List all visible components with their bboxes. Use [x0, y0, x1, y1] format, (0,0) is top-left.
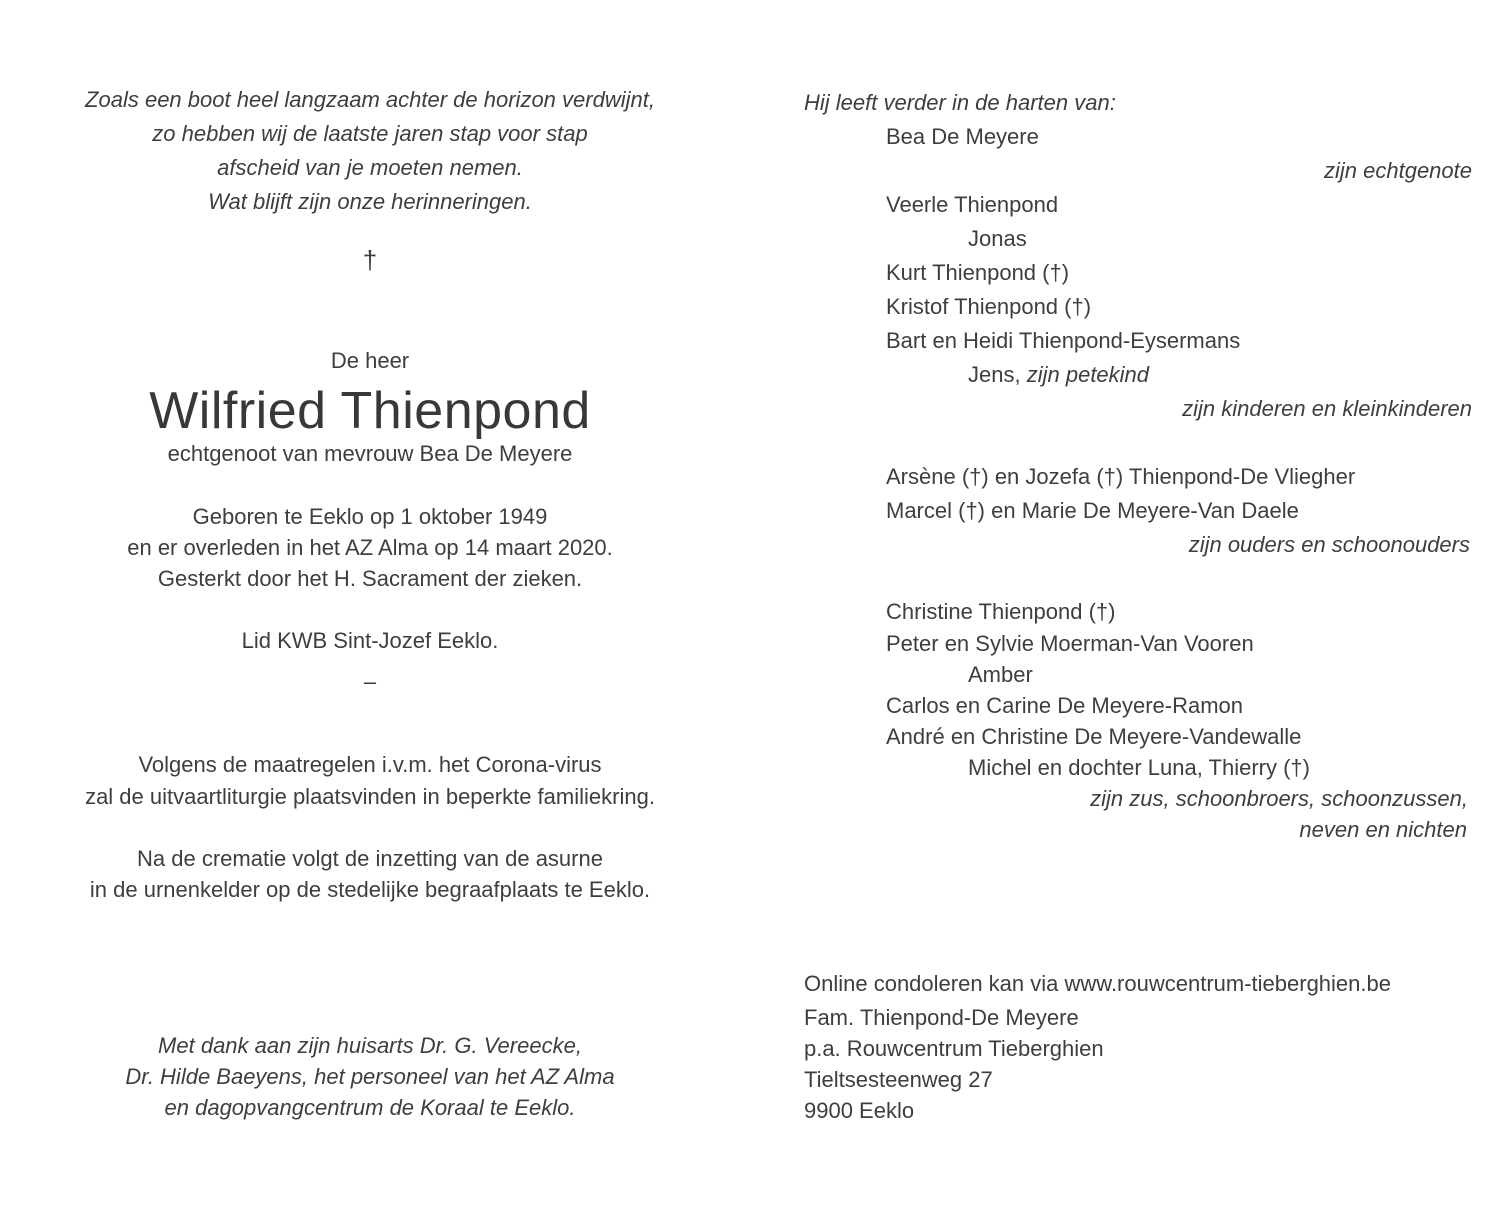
thanks-line-3: en dagopvangcentrum de Koraal te Eeklo. — [164, 1095, 576, 1120]
birth-line: Geboren te Eeklo op 1 oktober 1949 — [192, 504, 548, 529]
death-line: en er overleden in het AZ Alma op 14 maart 2020. — [127, 535, 613, 560]
poem-line-1: Zoals een boot heel langzaam achter de horizon verdwijnt, — [85, 87, 655, 112]
contact-city: 9900 Eeklo — [804, 1098, 915, 1123]
child-1: Veerle Thienpond — [886, 192, 1059, 217]
sacrament-line: Gesterkt door het H. Sacrament der zieken. — [157, 566, 583, 591]
nephew-2: Michel en dochter Luna, Thierry (†) — [968, 755, 1310, 780]
cross-icon: † — [362, 245, 378, 275]
title-prefix: De heer — [330, 348, 410, 373]
sibling-2: Peter en Sylvie Moerman-Van Vooren — [886, 631, 1254, 656]
poem-line-3: afscheid van je moeten nemen. — [217, 155, 523, 180]
corona-line-1: Volgens de maatregelen i.v.m. het Corona-virus — [138, 752, 602, 777]
corona-line-2: zal de uitvaartliturgie plaatsvinden in beperkte familiekring. — [85, 784, 655, 809]
family-name: Fam. Thienpond-De Meyere — [804, 1005, 1079, 1030]
cremation-line-1: Na de crematie volgt de inzetting van de asurne — [137, 846, 603, 871]
siblings-role-1: zijn zus, schoonbroers, schoonzussen, — [1090, 786, 1468, 811]
grandchild-1: Jonas — [968, 226, 1027, 251]
spouse-role: zijn echtgenote — [1324, 158, 1472, 183]
poem-line-4: Wat blijft zijn onze herinneringen. — [208, 189, 532, 214]
sibling-3: Carlos en Carine De Meyere-Ramon — [886, 693, 1244, 718]
condolence-line: Online condoleren kan via www.rouwcentrum-tieberghien.be — [804, 971, 1391, 996]
sibling-1: Christine Thienpond (†) — [886, 599, 1116, 624]
spouse-name: Bea De Meyere — [886, 124, 1039, 149]
thanks-line-1: Met dank aan zijn huisarts Dr. G. Vereecke, — [158, 1033, 582, 1058]
nephew-1: Amber — [968, 662, 1033, 687]
grandchild-2-name: Jens, — [968, 362, 1021, 387]
siblings-role-2: neven en nichten — [1299, 817, 1467, 842]
intro-line: Hij leeft verder in de harten van: — [804, 90, 1116, 115]
spouse-line: echtgenoot van mevrouw Bea De Meyere — [167, 441, 573, 466]
contact-street: Tieltsesteenweg 27 — [804, 1067, 993, 1092]
child-3: Kristof Thienpond (†) — [886, 294, 1092, 319]
parents-2: Marcel (†) en Marie De Meyere-Van Daele — [886, 498, 1299, 523]
parents-role: zijn ouders en schoonouders — [1188, 532, 1470, 557]
children-role: zijn kinderen en kleinkinderen — [1182, 396, 1472, 421]
poem-line-2: zo hebben wij de laatste jaren stap voor stap — [152, 121, 588, 146]
child-4: Bart en Heidi Thienpond-Eysermans — [886, 328, 1241, 353]
thanks-line-2: Dr. Hilde Baeyens, het personeel van het AZ Alma — [125, 1064, 615, 1089]
member-line: Lid KWB Sint-Jozef Eeklo. — [241, 628, 499, 653]
separator-dash: – — [363, 669, 377, 694]
cremation-line-2: in de urnenkelder op de stedelijke begraafplaats te Eeklo. — [89, 877, 651, 902]
parents-1: Arsène (†) en Jozefa (†) Thienpond-De Vliegher — [886, 464, 1356, 489]
sibling-4: André en Christine De Meyere-Vandewalle — [886, 724, 1302, 749]
grandchild-2 — [968, 358, 1149, 392]
contact-care-of: p.a. Rouwcentrum Tieberghien — [804, 1036, 1104, 1061]
child-2: Kurt Thienpond (†) — [886, 260, 1070, 285]
grandchild-2-role: zijn petekind — [1026, 362, 1150, 387]
deceased-name: Wilfried Thienpond — [149, 382, 591, 440]
